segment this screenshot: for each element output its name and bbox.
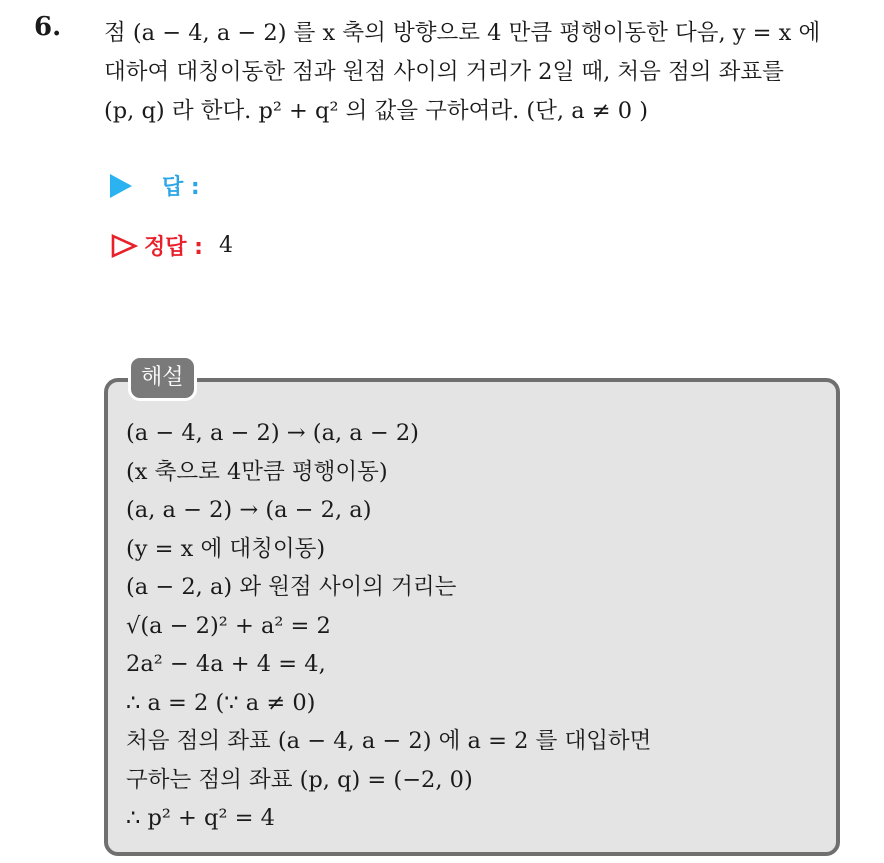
solution-line: (y = x 에 대칭이동) [126, 535, 326, 562]
problem-line: 대하여 대칭이동한 점과 원점 사이의 거리가 2일 때, 처음 점의 좌표를 [104, 59, 784, 85]
correct-label: 정답 : [144, 235, 203, 260]
solution-line: (a − 4, a − 2) → (a, a − 2) [126, 420, 419, 446]
outline-arrow-icon [110, 233, 138, 259]
solution-line: (a, a − 2) → (a − 2, a) [126, 497, 372, 523]
problem-statement [104, 14, 874, 131]
correct-value: 4 [218, 233, 233, 258]
solution-line: 처음 점의 좌표 (a − 4, a − 2) 에 a = 2 를 대입하면 [126, 728, 652, 754]
problem-number: 6. [34, 12, 62, 42]
solution-line: (a − 2, a) 와 원점 사이의 거리는 [126, 574, 457, 600]
answer-label: 답 : [162, 175, 200, 200]
correct-answer-row [110, 230, 233, 261]
solution-line: ∴ p² + q² = 4 [126, 805, 275, 831]
solution-line: ∴ a = 2 (∵ a ≠ 0) [126, 689, 316, 716]
problem-line: (p, q) 라 한다. p² + q² 의 값을 구하여라. (단, a ≠ 0 ) [104, 98, 649, 124]
problem-line: 점 (a − 4, a − 2) 를 x 축의 방향으로 4 만큼 평행이동한 다음, y = x 에 [104, 20, 821, 46]
solution-tab: 해설 [128, 355, 197, 401]
answer-field[interactable] [110, 170, 200, 201]
play-arrow-icon [110, 174, 132, 198]
solution-line: (x 축으로 4만큼 평행이동) [126, 458, 388, 485]
solution-line: 구하는 점의 좌표 (p, q) = (−2, 0) [126, 766, 473, 793]
solution-content [126, 414, 651, 838]
solution-line: 2a² − 4a + 4 = 4, [126, 651, 326, 677]
solution-line: √(a − 2)² + a² = 2 [126, 612, 331, 639]
